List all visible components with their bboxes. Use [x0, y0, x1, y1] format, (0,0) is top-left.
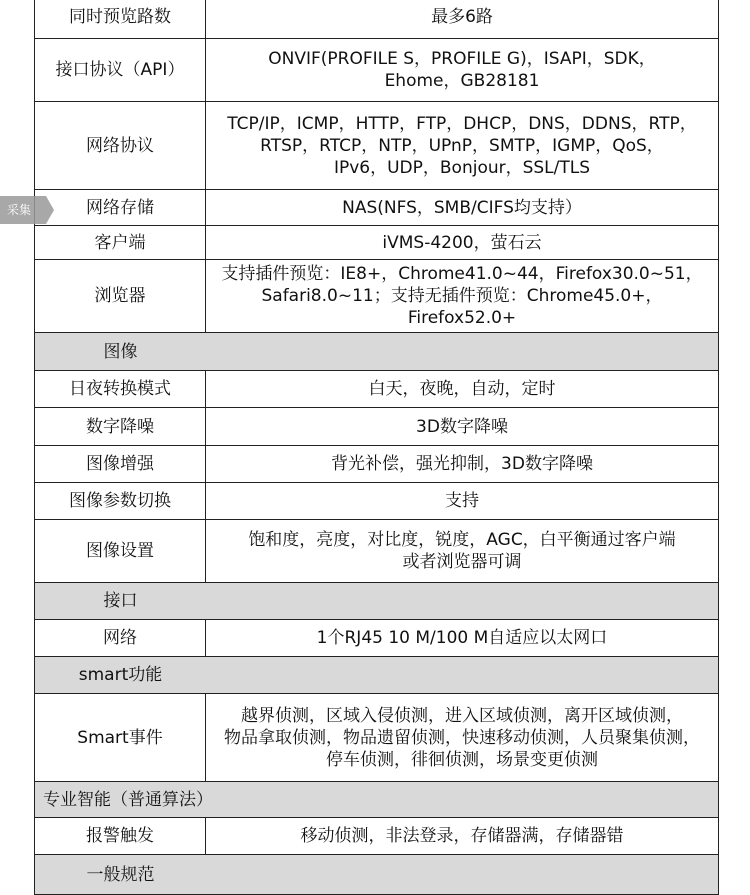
spec-label: 接口协议（API）: [35, 39, 206, 102]
spec-value: 支持插件预览：IE8+，Chrome41.0~44，Firefox30.0~51， Safari8.0~11；支持无插件预览：Chrome45.0+，Firefox52.0+: [206, 260, 719, 333]
spec-value: 移动侦测，非法登录，存储器满，存储器错: [206, 818, 719, 855]
spec-value: ONVIF(PROFILE S，PROFILE G)，ISAPI，SDK， Ehome，GB28181: [206, 39, 719, 102]
spec-value: 3D数字降噪: [206, 408, 719, 446]
spec-value: 最多6路: [206, 0, 719, 39]
section-title: 图像: [103, 341, 138, 362]
spec-label: 网络存储: [35, 190, 206, 226]
spec-label: 图像参数切换: [35, 483, 206, 520]
section-header-interface: [35, 583, 719, 620]
spec-label: 网络: [35, 620, 206, 657]
spec-row-noise-reduction: [35, 408, 719, 446]
spec-value: 白天，夜晚，自动，定时: [206, 371, 719, 408]
spec-row-client: [35, 226, 719, 260]
section-header-image: [35, 333, 719, 371]
spec-value: NAS(NFS，SMB/CIFS均支持）: [206, 190, 719, 226]
spec-label: 图像设置: [35, 520, 206, 583]
collect-side-tab[interactable]: 采集: [0, 196, 46, 224]
spec-value: 越界侦测，区域入侵侦测，进入区域侦测，离开区域侦测， 物品拿取侦测，物品遗留侦测，快速移动侦测，人员聚集侦测， 停车侦测，徘徊侦测，场景变更侦测: [206, 694, 719, 782]
spec-value: 支持: [206, 483, 719, 520]
spec-label: 网络协议: [35, 102, 206, 190]
spec-value: 饱和度，亮度，对比度，锐度，AGC，白平衡通过客户端 或者浏览器可调: [206, 520, 719, 583]
spec-row-browser: [35, 260, 719, 333]
section-header-general-spec: [35, 855, 719, 895]
spec-row-param-switch: [35, 483, 719, 520]
spec-label: 浏览器: [35, 260, 206, 333]
spec-table: [34, 0, 719, 895]
spec-row-image-enhance: [35, 446, 719, 483]
section-title: 专业智能（普通算法）: [43, 789, 213, 810]
spec-label: 客户端: [35, 226, 206, 260]
section-header-smart: [35, 657, 719, 694]
spec-row-smart-events: [35, 694, 719, 782]
spec-row-day-night: [35, 371, 719, 408]
section-title: smart功能: [78, 665, 163, 685]
section-title: 一般规范: [86, 864, 155, 885]
section-title: 接口: [103, 591, 138, 611]
spec-row-preview-channels: [35, 0, 719, 39]
spec-value: TCP/IP，ICMP，HTTP，FTP，DHCP，DNS，DDNS，RTP， RTSP，RTCP，NTP，UPnP，SMTP，IGMP，QoS， IPv6，UDP，Bonjour，SSL/TLS: [206, 102, 719, 190]
spec-row-image-settings: [35, 520, 719, 583]
spec-row-network-protocol: [35, 102, 719, 190]
spec-value: 1个RJ45 10 M/100 M自适应以太网口: [206, 620, 719, 657]
spec-row-alarm-trigger: [35, 818, 719, 855]
spec-label: Smart事件: [35, 694, 206, 782]
spec-label: 图像增强: [35, 446, 206, 483]
spec-label: 同时预览路数: [35, 0, 206, 39]
spec-value: 背光补偿，强光抑制，3D数字降噪: [206, 446, 719, 483]
spec-row-api: [35, 39, 719, 102]
spec-row-network: [35, 620, 719, 657]
spec-label: 日夜转换模式: [35, 371, 206, 408]
spec-label: 数字降噪: [35, 408, 206, 446]
spec-label: 报警触发: [35, 818, 206, 855]
spec-row-network-storage: [35, 190, 719, 226]
spec-value: iVMS-4200，萤石云: [206, 226, 719, 260]
section-header-pro-intelligence: [35, 782, 719, 818]
